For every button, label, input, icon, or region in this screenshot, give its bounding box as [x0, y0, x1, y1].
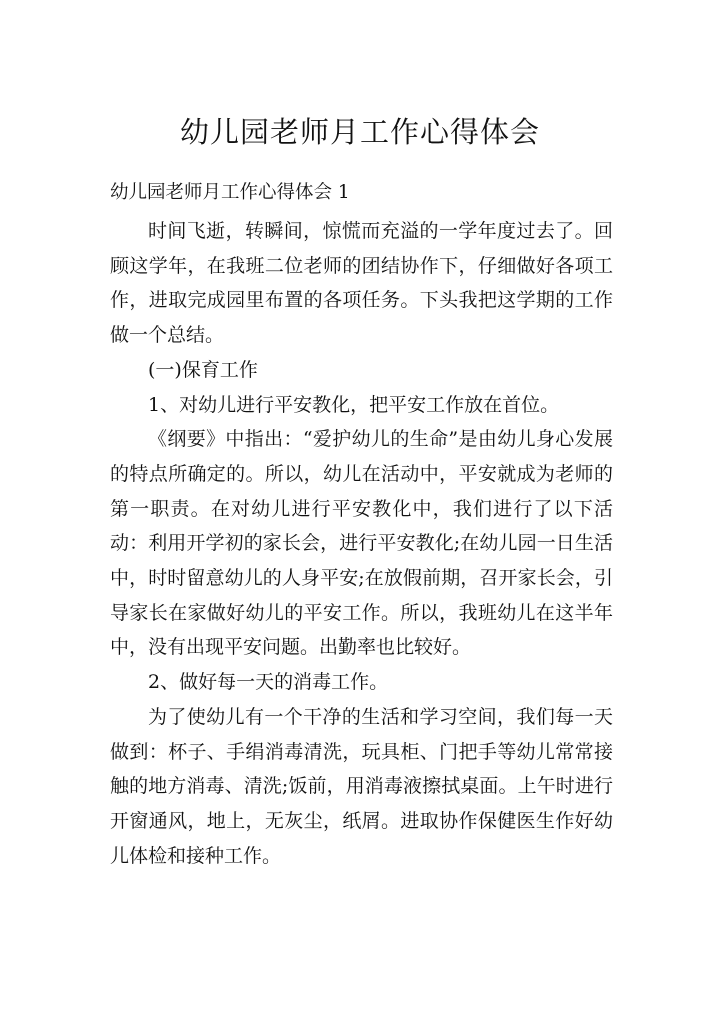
- paragraph-item-disinfection: 2、做好每一天的消毒工作。: [148, 671, 389, 694]
- paragraph-intro: 时间飞逝，转瞬间，惊慌而充溢的一学年度过去了。回顾这学年，在我班二位老师的团结协作下，仔细做好各项工作，进取完成园里布置的各项任务。下头我把这学期的工作做一个总结。: [110, 220, 613, 347]
- paragraph-item-safety: 1、对幼儿进行平安教化，把平安工作放在首位。: [148, 393, 560, 416]
- paragraph-safety-details: 《纲要》中指出：“爱护幼儿的生命”是由幼儿身心发展的特点所确定的。所以，幼儿在活动中，平安就成为老师的第一职责。在对幼儿进行平安教化中，我们进行了以下活动：利用开学初的家长会，进行平安教化;在幼儿园一日生活中，时时留意幼儿的人身平安;在放假前期，召开家长会，引导家长在家做好幼儿的平安工作。所以，我班幼儿在这半年中，没有出现平安问题。出勤率也比较好。: [110, 428, 613, 659]
- document-title: 幼儿园老师月工作心得体会: [179, 115, 540, 149]
- paragraph-section-care: (一)保育工作: [148, 358, 258, 381]
- section-heading: 幼儿园老师月工作心得体会 1: [110, 182, 350, 203]
- paragraph-disinfection-details: 为了使幼儿有一个干净的生活和学习空间，我们每一天做到：杯子、手绢消毒清洗，玩具柜、门把手等幼儿常常接触的地方消毒、清洗;饭前，用消毒液擦拭桌面。上午时进行开窗通风，地上，无灰尘，纸屑。进取协作保健医生作好幼儿体检和接种工作。: [110, 705, 613, 867]
- document-body: [110, 214, 613, 873]
